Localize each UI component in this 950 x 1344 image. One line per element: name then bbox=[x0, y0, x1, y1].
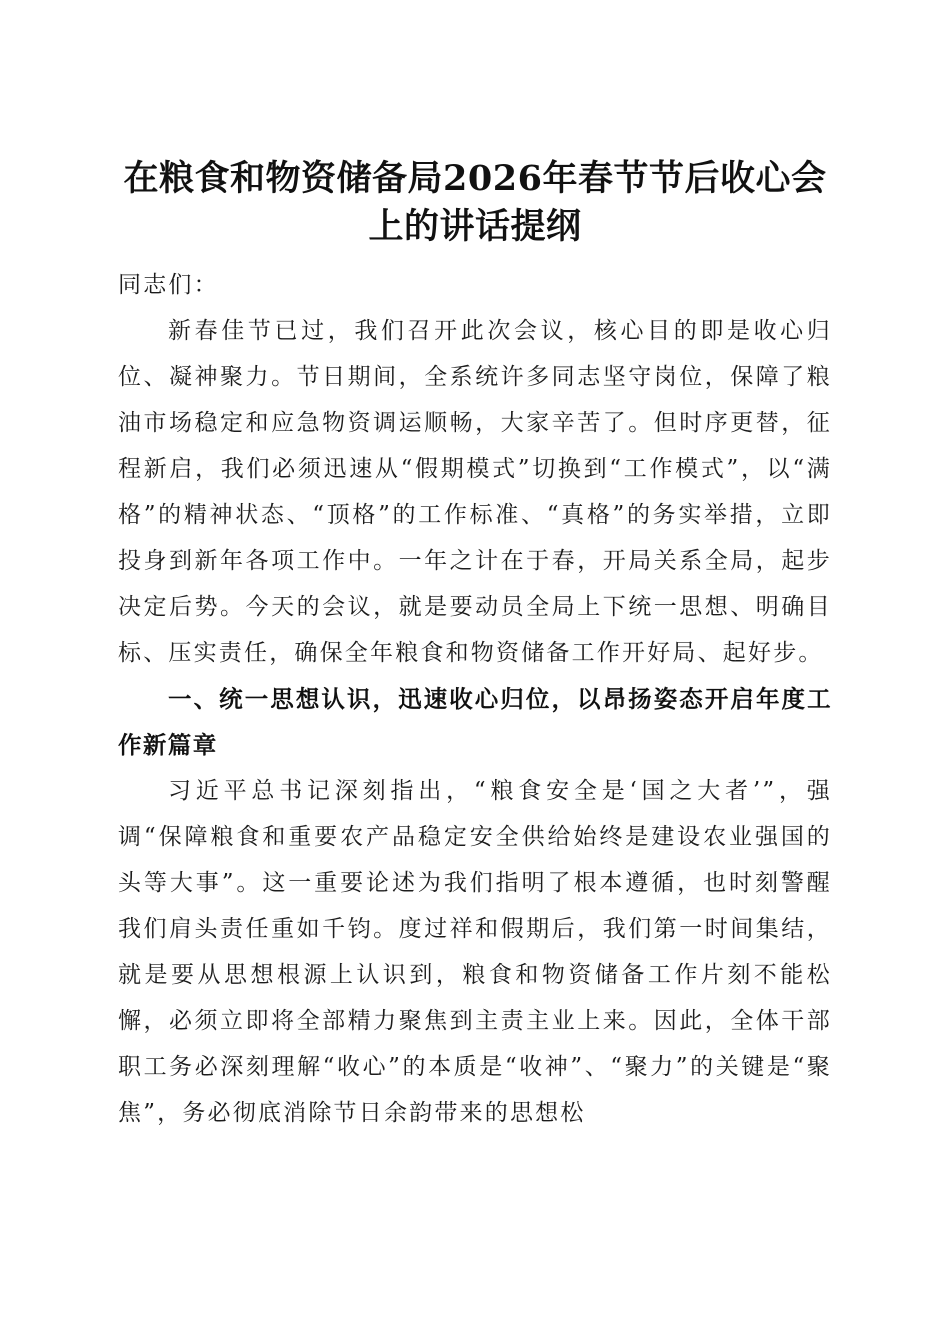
paragraph-intro: 新春佳节已过，我们召开此次会议，核心目的即是收心归位、凝神聚力。节日期间，全系统许多同志坚守岗位，保障了粮油市场稳定和应急物资调运顺畅，大家辛苦了。但时序更替，征程新启，我们必须迅速从“假期模式”切换到“工作模式”，以“满格”的精神状态、“顶格”的工作标准、“真格”的务实举措，立即投身到新年各项工作中。一年之计在于春，开局关系全局，起步决定后势。今天的会议，就是要动员全局上下统一思想、明确目标、压实责任，确保全年粮食和物资储备工作开好局、起好步。 bbox=[118, 318, 832, 666]
document-title-line-2: 上的讲话提纲 bbox=[368, 206, 582, 248]
document-title-line-1: 在粮食和物资储备局2026年春节节后收心会 bbox=[123, 158, 827, 200]
paragraph-section-1: 习近平总书记深刻指出，“粮食安全是‘国之大者’”，强调“保障粮食和重要农产品稳定安全供给始终是建设农业强国的头等大事”。这一重要论述为我们指明了根本遵循，也时刻警醒我们肩头责任重如千钧。度过祥和假期后，我们第一时间集结，就是要从思想根源上认识到，粮食和物资储备工作片刻不能松懈，必须立即将全部精力聚焦到主责主业上来。因此，全体干部职工务必深刻理解“收心”的本质是“收神”、“聚力”的关键是“聚焦”，务必彻底消除节日余韵带来的思想松 bbox=[118, 778, 832, 1126]
document-title bbox=[100, 155, 850, 251]
salutation: 同志们： bbox=[118, 272, 219, 298]
document-body bbox=[118, 254, 832, 1136]
section-heading-1: 一、统一思想认识，迅速收心归位，以昂扬姿态开启年度工作新篇章 bbox=[118, 685, 832, 759]
